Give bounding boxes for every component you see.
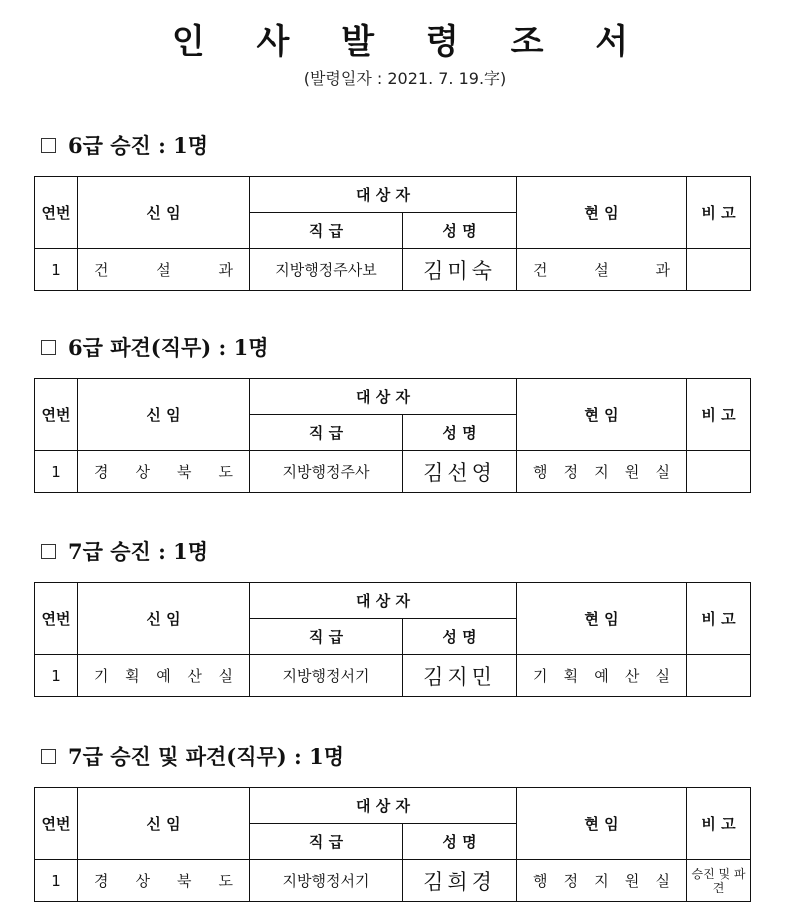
- current-post-text-char: 실: [655, 667, 671, 685]
- header-name: 성 명: [403, 619, 517, 655]
- header-name: 성 명: [403, 824, 517, 860]
- section-heading: [34, 741, 750, 771]
- current-post-text-char: 설: [594, 261, 609, 279]
- header-rank: 직 급: [250, 824, 403, 860]
- new-post-text-char: 상: [135, 463, 150, 481]
- header-target: 대 상 자: [250, 583, 517, 619]
- table-row: [35, 451, 751, 493]
- header-no: 연번: [35, 379, 78, 451]
- current-post-text-char: 행: [533, 463, 548, 481]
- current-post-text-char: 실: [655, 463, 671, 481]
- current-post-text-char: 기: [533, 667, 548, 685]
- appointment-section: [34, 536, 750, 697]
- cell-no: 1: [35, 451, 78, 493]
- section-heading-text: 6급 승진 : 1명: [68, 133, 209, 158]
- new-post-text-char: 건: [94, 261, 109, 279]
- current-post-text-char: 원: [624, 463, 640, 481]
- cell-no: 1: [35, 655, 78, 697]
- checkbox-icon: [41, 749, 56, 764]
- new-post-text-char: 도: [218, 872, 233, 890]
- header-remarks: 비 고: [687, 583, 751, 655]
- cell-rank: 지방행정서기: [250, 655, 403, 697]
- appointment-table: [34, 176, 751, 291]
- cell-current-post: [517, 451, 687, 493]
- cell-rank: 지방행정주사보: [250, 249, 403, 291]
- header-new-post: 신 임: [78, 788, 250, 860]
- cell-new-post: [78, 249, 250, 291]
- current-post-text-char: 획: [563, 667, 579, 685]
- cell-current-post: [517, 249, 687, 291]
- header-target: 대 상 자: [250, 788, 517, 824]
- new-post-text-char: 경: [94, 872, 109, 890]
- new-post-text-char: 북: [177, 463, 192, 481]
- current-post-text-char: 지: [594, 872, 609, 890]
- cell-new-post: [78, 860, 250, 902]
- new-post-text-char: 기: [94, 667, 109, 685]
- header-target: 대 상 자: [250, 177, 517, 213]
- current-post-text-char: 과: [655, 261, 671, 279]
- header-new-post: 신 임: [78, 379, 250, 451]
- cell-rank: 지방행정주사: [250, 451, 403, 493]
- new-post-text: [78, 870, 249, 891]
- cell-name: 김미숙: [403, 249, 517, 291]
- cell-no: 1: [35, 249, 78, 291]
- header-name: 성 명: [403, 415, 517, 451]
- cell-current-post: [517, 655, 687, 697]
- header-current-post: 현 임: [517, 379, 687, 451]
- current-post-text: [517, 665, 686, 686]
- cell-name: 김지민: [403, 655, 517, 697]
- new-post-text-char: 산: [187, 667, 202, 685]
- new-post-text: [78, 461, 249, 482]
- new-post-text-char: 설: [156, 261, 171, 279]
- current-post-text: [517, 461, 686, 482]
- cell-new-post: [78, 655, 250, 697]
- cell-no: 1: [35, 860, 78, 902]
- header-current-post: 현 임: [517, 583, 687, 655]
- table-row: [35, 860, 751, 902]
- new-post-text-char: 실: [218, 667, 233, 685]
- cell-name: 김선영: [403, 451, 517, 493]
- section-heading-text: 6급 파견(직무) : 1명: [68, 335, 269, 360]
- header-no: 연번: [35, 177, 78, 249]
- document-title: 인 사 발 령 조 서: [171, 22, 649, 62]
- new-post-text-char: 획: [125, 667, 140, 685]
- header-current-post: 현 임: [517, 177, 687, 249]
- header-remarks: 비 고: [687, 379, 751, 451]
- header-rank: 직 급: [250, 619, 403, 655]
- header-remarks: 비 고: [687, 788, 751, 860]
- appointment-table: [34, 582, 751, 697]
- appointment-date: (발령일자 : 2021. 7. 19.字): [303, 69, 507, 88]
- current-post-text-char: 원: [624, 872, 640, 890]
- current-post-text: [517, 259, 686, 280]
- new-post-text-char: 북: [177, 872, 192, 890]
- cell-name: 김희경: [403, 860, 517, 902]
- new-post-text-char: 과: [218, 261, 233, 279]
- current-post-text-char: 지: [594, 463, 609, 481]
- header-name: 성 명: [403, 213, 517, 249]
- section-heading: [34, 332, 750, 362]
- appointment-section: [34, 332, 750, 493]
- section-heading: [34, 536, 750, 566]
- header-current-post: 현 임: [517, 788, 687, 860]
- table-row: [35, 655, 751, 697]
- new-post-text-char: 경: [94, 463, 109, 481]
- section-heading: [34, 130, 750, 160]
- appointment-table: [34, 787, 751, 902]
- header-new-post: 신 임: [78, 583, 250, 655]
- header-no: 연번: [35, 788, 78, 860]
- new-post-text-char: 예: [156, 667, 171, 685]
- header-no: 연번: [35, 583, 78, 655]
- current-post-text-char: 실: [655, 872, 671, 890]
- cell-rank: 지방행정서기: [250, 860, 403, 902]
- cell-remarks: [687, 249, 751, 291]
- section-heading-text: 7급 승진 및 파견(직무) : 1명: [68, 744, 344, 769]
- section-heading-text: 7급 승진 : 1명: [68, 539, 209, 564]
- cell-current-post: [517, 860, 687, 902]
- current-post-text-char: 행: [533, 872, 548, 890]
- current-post-text: [517, 870, 686, 891]
- header-new-post: 신 임: [78, 177, 250, 249]
- appointment-table: [34, 378, 751, 493]
- checkbox-icon: [41, 340, 56, 355]
- header-rank: 직 급: [250, 213, 403, 249]
- header-target: 대 상 자: [250, 379, 517, 415]
- appointment-section: [34, 130, 750, 291]
- appointment-section: [34, 741, 750, 902]
- new-post-text: [78, 665, 249, 686]
- checkbox-icon: [41, 138, 56, 153]
- current-post-text-char: 산: [624, 667, 640, 685]
- cell-remarks: [687, 451, 751, 493]
- cell-remarks: 승진 및 파견: [687, 860, 751, 902]
- header-remarks: 비 고: [687, 177, 751, 249]
- table-row: [35, 249, 751, 291]
- header-rank: 직 급: [250, 415, 403, 451]
- cell-remarks: [687, 655, 751, 697]
- cell-new-post: [78, 451, 250, 493]
- new-post-text-char: 도: [218, 463, 233, 481]
- current-post-text-char: 정: [563, 463, 579, 481]
- checkbox-icon: [41, 544, 56, 559]
- new-post-text-char: 상: [135, 872, 150, 890]
- new-post-text: [78, 259, 249, 280]
- current-post-text-char: 예: [594, 667, 609, 685]
- current-post-text-char: 건: [533, 261, 548, 279]
- current-post-text-char: 정: [563, 872, 579, 890]
